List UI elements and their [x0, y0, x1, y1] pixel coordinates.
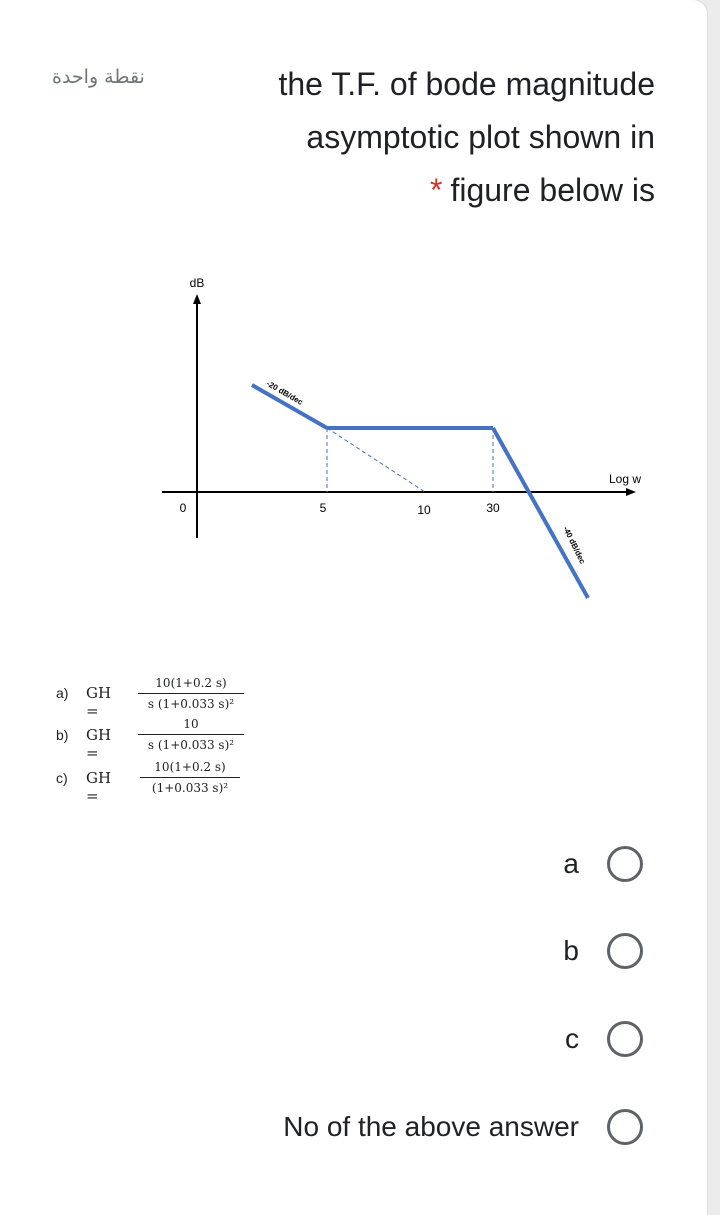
option-c-radio[interactable] [607, 1021, 643, 1057]
x-axis-label: Log w [608, 472, 642, 486]
answer-c-denominator: (1+0.033 s)² [140, 777, 240, 795]
option-c[interactable] [565, 1019, 643, 1059]
option-none[interactable] [283, 1107, 643, 1147]
answer-a-fraction [138, 676, 244, 711]
answer-c-label: c) [56, 770, 68, 786]
answer-b-gh: GH = [86, 726, 112, 762]
y-axis-label: dB [189, 276, 205, 290]
x-tick-10: 10 [417, 503, 431, 517]
y-axis-arrow [193, 294, 201, 304]
x-tick-5: 5 [319, 501, 327, 515]
option-b-label: b [563, 935, 579, 966]
required-asterisk: * [430, 172, 443, 208]
points-label: نقطة واحدة [52, 66, 145, 88]
answer-a-gh: GH = [86, 684, 112, 720]
answer-c-fraction [140, 760, 240, 795]
answer-b-label: b) [56, 727, 69, 743]
x-tick-0: 0 [179, 501, 187, 515]
x-tick-30: 30 [486, 501, 500, 515]
question-title-line-3-text: figure below is [450, 172, 655, 208]
option-none-radio[interactable] [607, 1109, 643, 1145]
answer-c-numerator: 10(1+0.2 s) [154, 760, 226, 774]
answer-a-label: a) [56, 685, 69, 701]
answer-a-denominator: s (1+0.033 s)² [138, 693, 244, 711]
option-a-radio[interactable] [607, 846, 643, 882]
answer-c-gh: GH = [86, 769, 112, 805]
option-none-label: No of the above answer [283, 1111, 579, 1142]
option-b-radio[interactable] [607, 933, 643, 969]
answer-b-denominator: s (1+0.033 s)² [138, 734, 244, 752]
answer-a-numerator: 10(1+0.2 s) [155, 676, 227, 690]
answer-b-fraction [138, 717, 244, 752]
slope-label-minus20: -20 dB/dec [265, 378, 305, 407]
guide-slope [327, 428, 425, 492]
answer-b-numerator: 10 [183, 717, 199, 731]
option-b[interactable] [563, 931, 643, 971]
slope-label-minus40: -40 dB/dec [561, 524, 588, 566]
question-title-line-1: the T.F. of bode magnitude [278, 66, 655, 102]
option-c-label: c [565, 1023, 579, 1054]
x-axis-arrow [626, 488, 636, 496]
question-title-line-2: asymptotic plot shown in [306, 119, 655, 155]
segment-minus40 [493, 428, 588, 598]
option-a-label: a [563, 848, 579, 879]
option-a[interactable] [563, 844, 643, 884]
